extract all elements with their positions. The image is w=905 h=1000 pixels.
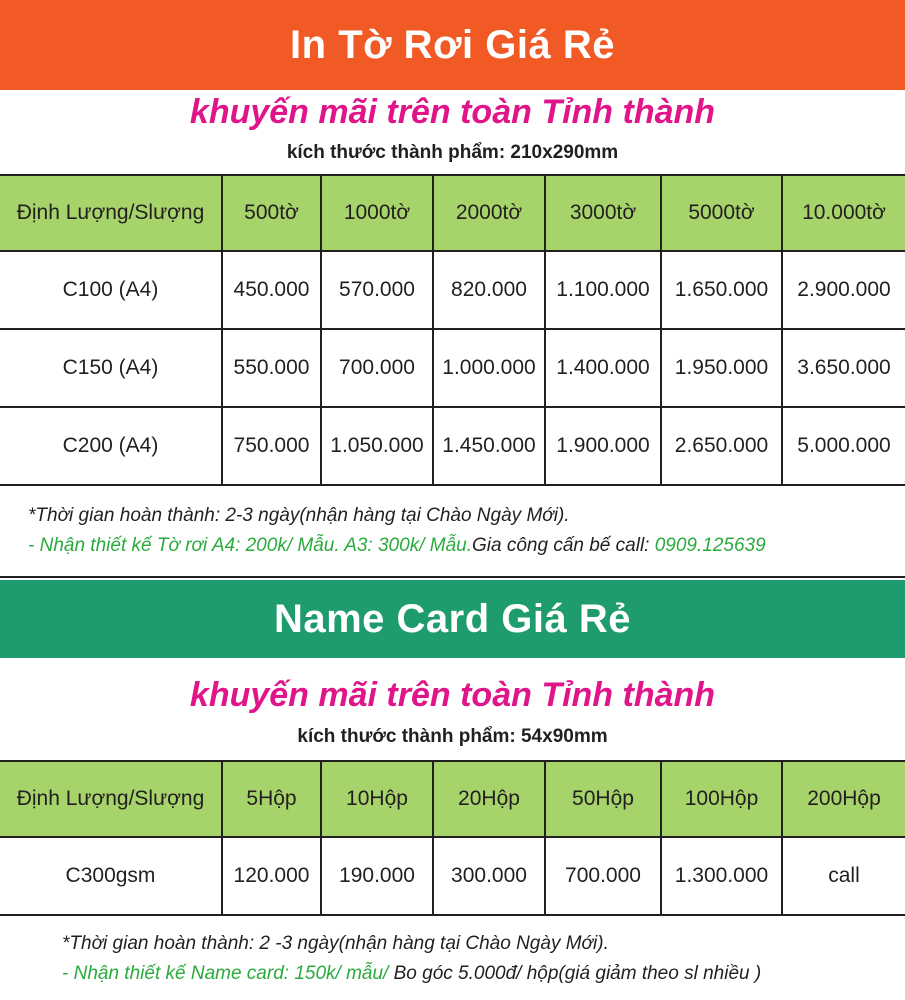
- namecard-banner: [0, 580, 905, 658]
- price-cell: 2.900.000: [782, 251, 905, 329]
- flyer-banner-title: In Tờ Rơi Giá Rẻ: [290, 22, 615, 67]
- row-label: C100 (A4): [0, 251, 222, 329]
- header-cell: 1000tờ: [321, 175, 433, 251]
- header-cell: Định Lượng/Slượng: [0, 175, 222, 251]
- header-cell: 100Hộp: [661, 761, 782, 837]
- price-cell: 700.000: [545, 837, 661, 915]
- namecard-note-design: [62, 963, 761, 985]
- table-row: [0, 251, 905, 329]
- price-cell: 1.100.000: [545, 251, 661, 329]
- header-cell: 10Hộp: [321, 761, 433, 837]
- price-cell: 3.650.000: [782, 329, 905, 407]
- price-cell: 820.000: [433, 251, 545, 329]
- flyer-promo: khuyến mãi trên toàn Tỉnh thành: [189, 93, 716, 131]
- price-cell: 300.000: [433, 837, 545, 915]
- price-cell: 1.300.000: [661, 837, 782, 915]
- header-cell: 50Hộp: [545, 761, 661, 837]
- namecard-promo: khuyến mãi trên toàn Tỉnh thành: [189, 676, 716, 714]
- table-header-row: [0, 761, 905, 837]
- row-label: C150 (A4): [0, 329, 222, 407]
- price-cell: 550.000: [222, 329, 321, 407]
- flyer-note-time: *Thời gian hoàn thành: 2-3 ngày(nhận hàng tại Chào Ngày Mới).: [28, 505, 570, 526]
- header-cell: Định Lượng/Slượng: [0, 761, 222, 837]
- price-cell: call: [782, 837, 905, 915]
- price-cell: 120.000: [222, 837, 321, 915]
- header-cell: 2000tờ: [433, 175, 545, 251]
- table-row: [0, 407, 905, 485]
- header-cell: 5000tờ: [661, 175, 782, 251]
- section-divider: [0, 576, 905, 578]
- price-cell: 1.900.000: [545, 407, 661, 485]
- price-cell: 1.950.000: [661, 329, 782, 407]
- namecard-note-time: *Thời gian hoàn thành: 2 -3 ngày(nhận hàng tại Chào Ngày Mới).: [62, 933, 609, 954]
- table-row: [0, 329, 905, 407]
- namecard-note-corner: Bo góc 5.000đ/ hộp(giá giảm theo sl nhiều ): [388, 963, 762, 984]
- price-cell: 570.000: [321, 251, 433, 329]
- price-cell: 5.000.000: [782, 407, 905, 485]
- flyer-price-table: [0, 174, 905, 486]
- price-cell: 700.000: [321, 329, 433, 407]
- price-cell: 750.000: [222, 407, 321, 485]
- flyer-note-design-text: - Nhận thiết kế Tờ rơi A4: 200k/ Mẫu. A3: 300k/ Mẫu.: [28, 535, 472, 556]
- price-cell: 190.000: [321, 837, 433, 915]
- header-cell: 200Hộp: [782, 761, 905, 837]
- flyer-size: kích thước thành phẩm: 210x290mm: [286, 142, 619, 163]
- header-cell: 10.000tờ: [782, 175, 905, 251]
- table-header-row: [0, 175, 905, 251]
- price-cell: 2.650.000: [661, 407, 782, 485]
- price-cell: 450.000: [222, 251, 321, 329]
- header-cell: 5Hộp: [222, 761, 321, 837]
- namecard-size: kích thước thành phẩm: 54x90mm: [297, 726, 608, 747]
- price-cell: 1.400.000: [545, 329, 661, 407]
- flyer-note-diecut: Gia công cấn bế call:: [472, 535, 655, 556]
- row-label: C200 (A4): [0, 407, 222, 485]
- header-cell: 500tờ: [222, 175, 321, 251]
- price-cell: 1.050.000: [321, 407, 433, 485]
- header-cell: 20Hộp: [433, 761, 545, 837]
- price-cell: 1.000.000: [433, 329, 545, 407]
- price-cell: 1.450.000: [433, 407, 545, 485]
- header-cell: 3000tờ: [545, 175, 661, 251]
- table-row: [0, 837, 905, 915]
- row-label: C300gsm: [0, 837, 222, 915]
- flyer-banner: [0, 0, 905, 90]
- namecard-price-table: [0, 760, 905, 916]
- namecard-note-design-text: - Nhận thiết kế Name card: 150k/ mẫu/: [62, 963, 389, 984]
- flyer-note-design: [28, 535, 766, 557]
- flyer-note-phone: 0909.125639: [654, 535, 766, 556]
- price-cell: 1.650.000: [661, 251, 782, 329]
- namecard-banner-title: Name Card Giá Rẻ: [273, 596, 632, 641]
